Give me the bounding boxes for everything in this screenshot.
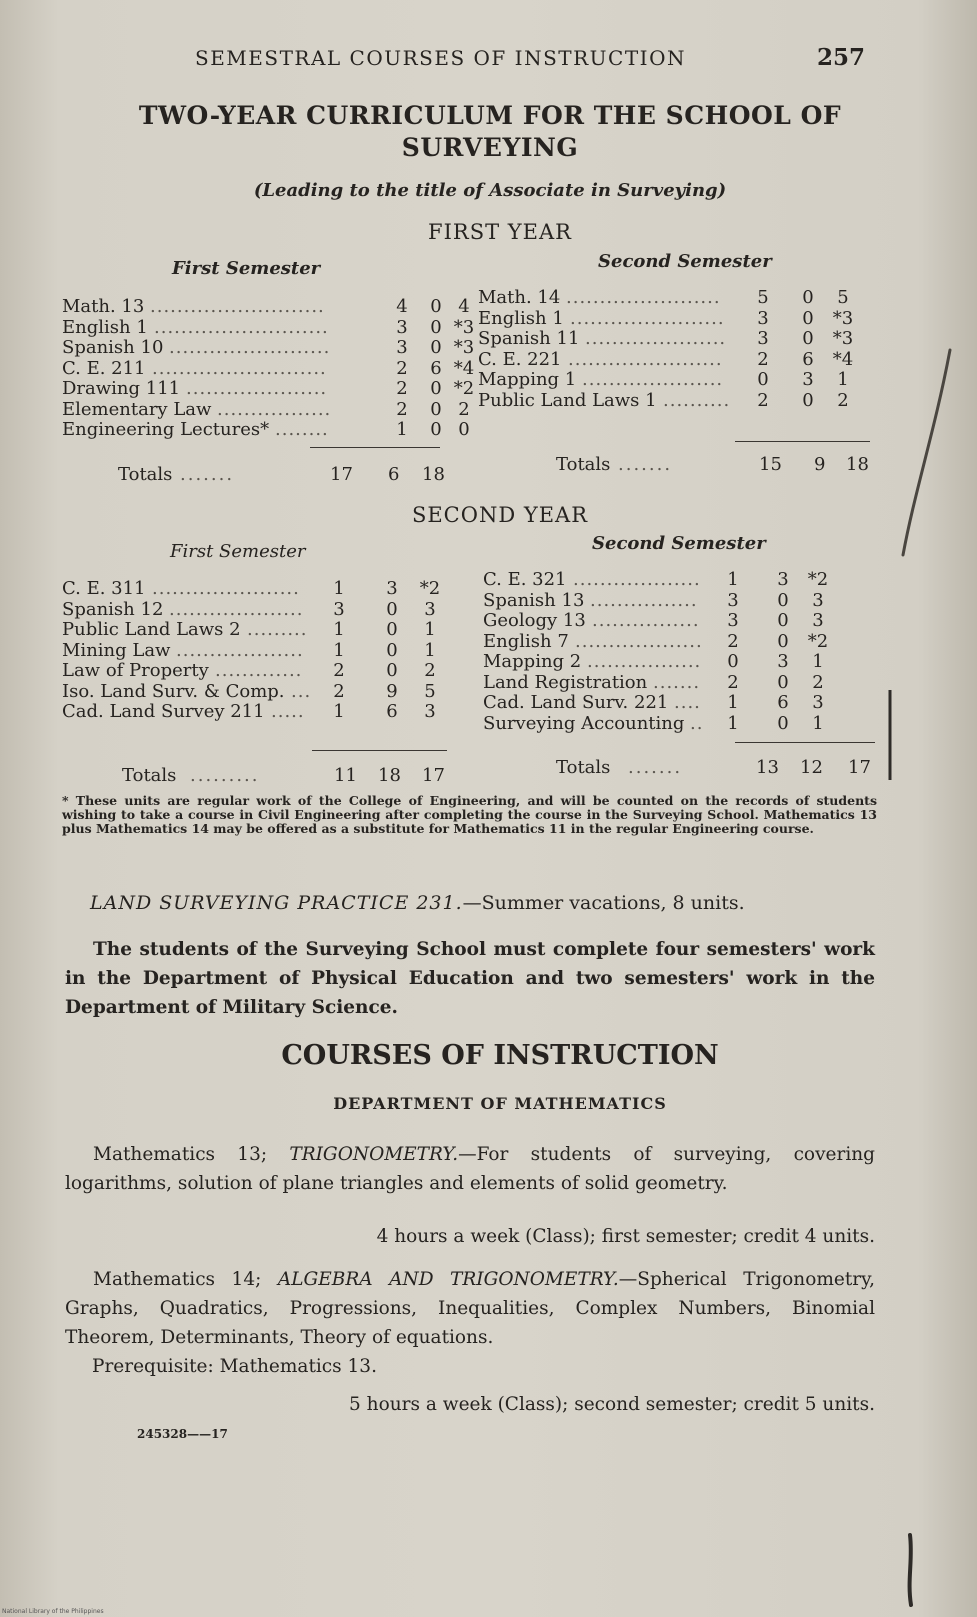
units-b: 3 <box>777 651 789 672</box>
curriculum-title-line1: TWO-YEAR CURRICULUM FOR THE SCHOOL OF <box>138 101 842 130</box>
units-a: 1 <box>727 569 739 590</box>
course-row <box>62 661 462 682</box>
course-row <box>483 611 883 632</box>
units-c: 5 <box>837 287 849 308</box>
units-c: 3 <box>812 610 824 631</box>
fy-second-semester-heading: Second Semester <box>598 251 772 272</box>
course-row <box>62 378 475 400</box>
course-name: Public Land Laws 2 <box>62 619 241 640</box>
leader-dots: ................... <box>176 640 304 661</box>
sy1-totals-label: Totals <box>122 765 177 786</box>
units-b: 0 <box>777 610 789 631</box>
sy2-totals-rule <box>735 742 875 743</box>
units-c: *3 <box>453 337 475 358</box>
course-name: Math. 14 <box>478 287 561 308</box>
units-b: 0 <box>430 316 442 338</box>
sy2-totals-a: 13 <box>756 757 779 778</box>
course-row <box>62 296 470 318</box>
fy-second-semester-table <box>478 288 878 411</box>
units-c: *4 <box>832 348 854 370</box>
page-number: 257 <box>816 44 865 71</box>
units-a: 2 <box>757 348 769 370</box>
course-name: Spanish 11 <box>478 328 580 349</box>
course-row <box>478 329 878 350</box>
math13-description: —For students of surveying, covering logarithms, solution of plane triangles and elements of solid geometry. <box>65 1144 875 1194</box>
units-a: 1 <box>727 692 739 713</box>
fy-first-semester-table <box>62 296 475 441</box>
leader-dots: ..................... <box>186 379 328 399</box>
units-c: 2 <box>424 660 436 681</box>
units-c: 3 <box>424 598 436 620</box>
course-name: Public Land Laws 1 <box>478 389 657 411</box>
units-c: 1 <box>424 619 436 640</box>
math13-title: TRIGONOMETRY. <box>289 1144 459 1165</box>
course-name: Spanish 10 <box>62 337 164 358</box>
units-b: 6 <box>777 692 789 713</box>
units-b: 6 <box>802 348 814 370</box>
math14-schedule: 5 hours a week (Class); second semester; credit 5 units. <box>349 1394 875 1415</box>
units-a: 2 <box>757 389 769 411</box>
units-a: 3 <box>396 337 408 358</box>
course-name: Spanish 13 <box>483 589 585 611</box>
units-a: 1 <box>333 619 345 640</box>
units-b: 3 <box>777 569 789 590</box>
units-a: 1 <box>333 578 345 599</box>
leader-dots: ................ <box>590 590 698 611</box>
fy2-totals-b: 9 <box>814 454 826 475</box>
fy2-totals-a: 15 <box>759 454 782 475</box>
units-b: 0 <box>430 337 442 358</box>
leader-dots: ................. <box>217 399 332 420</box>
sy1-totals-c: 17 <box>422 765 445 786</box>
leader-dots: .................... <box>169 599 304 620</box>
units-c: 2 <box>458 398 470 420</box>
leader-dots: .......................... <box>152 358 327 379</box>
units-c: *2 <box>453 378 475 399</box>
leader-dots: ................... <box>573 570 701 590</box>
course-row <box>483 652 883 673</box>
units-b: 0 <box>802 389 814 411</box>
leader-dots: ..... <box>271 702 305 722</box>
course-name: English 7 <box>483 630 569 652</box>
course-row <box>483 632 883 653</box>
course-row <box>62 702 462 723</box>
sy-second-semester-heading: Second Semester <box>592 533 766 554</box>
leader-dots: ... <box>291 681 312 702</box>
fy1-totals-b: 6 <box>388 464 400 485</box>
sy-second-semester-table <box>483 570 883 734</box>
sy2-totals-label: Totals <box>556 757 611 778</box>
course-row <box>483 570 883 591</box>
units-b: 0 <box>386 598 398 620</box>
print-code: 245328——17 <box>137 1427 228 1441</box>
math14-paragraph <box>65 1265 875 1352</box>
units-b: 0 <box>802 287 814 308</box>
courses-heading: COURSES OF INSTRUCTION <box>281 1040 719 1071</box>
units-b: 3 <box>386 578 398 599</box>
units-b: 0 <box>802 307 814 329</box>
units-b: 0 <box>777 630 789 652</box>
course-row <box>62 419 470 441</box>
units-c: *2 <box>807 630 829 652</box>
fy1-totals-a: 17 <box>330 464 353 485</box>
fy2-totals-dots: ....... <box>618 454 673 475</box>
units-c: *3 <box>832 307 854 329</box>
fy1-totals-dots: ....... <box>180 464 235 485</box>
leader-dots: ................. <box>587 652 702 672</box>
units-c: *2 <box>807 569 829 590</box>
units-a: 2 <box>727 671 739 693</box>
leader-dots: ........ <box>275 420 329 440</box>
units-a: 5 <box>757 287 769 308</box>
course-row <box>62 357 475 380</box>
course-name: C. E. 321 <box>483 569 567 590</box>
units-c: 3 <box>812 692 824 713</box>
leader-dots: ..................... <box>582 370 724 390</box>
course-name: Math. 13 <box>62 296 145 317</box>
leader-dots: ................... <box>575 631 703 652</box>
units-c: 1 <box>812 651 824 672</box>
units-b: 6 <box>386 701 398 722</box>
leader-dots: .......................... <box>154 317 329 338</box>
course-name: Engineering Lectures* <box>62 419 270 440</box>
units-a: 3 <box>333 598 345 620</box>
units-a: 4 <box>396 296 408 317</box>
units-a: 3 <box>757 328 769 349</box>
course-row <box>62 620 462 641</box>
units-a: 3 <box>727 610 739 631</box>
units-b: 0 <box>386 619 398 640</box>
units-a: 1 <box>396 419 408 440</box>
course-name: Geology 13 <box>483 610 586 631</box>
units-b: 0 <box>802 328 814 349</box>
math14-prefix: Mathematics 14; <box>93 1269 278 1290</box>
course-row <box>478 350 878 371</box>
course-name: Elementary Law <box>62 398 212 420</box>
course-row <box>483 714 883 735</box>
pencil-mark-1 <box>895 340 965 560</box>
leader-dots: ....... <box>653 672 701 693</box>
fy1-totals-rule <box>310 447 440 448</box>
course-name: C. E. 211 <box>62 357 146 379</box>
leader-dots: ....................... <box>566 288 721 308</box>
units-c: 4 <box>458 296 470 317</box>
units-c: 0 <box>458 419 470 440</box>
units-c: 5 <box>424 680 436 702</box>
units-a: 2 <box>727 630 739 652</box>
fy2-totals-label: Totals <box>556 454 611 475</box>
leader-dots: .......................... <box>150 297 325 317</box>
units-b: 0 <box>430 378 442 399</box>
units-b: 0 <box>430 398 442 420</box>
units-c: 1 <box>424 639 436 661</box>
leader-dots: ....................... <box>568 349 723 370</box>
math14-description: —Spherical Trigonometry, Graphs, Quadratics, Progressions, Inequalities, Complex Numbers, Binomial Theorem, Determinants, Theory of equations. <box>65 1269 875 1348</box>
units-a: 1 <box>333 639 345 661</box>
course-name: Law of Property <box>62 660 209 681</box>
course-name: Spanish 12 <box>62 598 164 620</box>
leader-dots: .. <box>690 713 704 734</box>
fy1-totals-label: Totals <box>118 464 173 485</box>
course-row <box>483 673 883 694</box>
units-a: 2 <box>396 357 408 379</box>
leader-dots: ...................... <box>152 579 300 599</box>
course-name: C. E. 221 <box>478 348 562 370</box>
course-row <box>62 398 470 421</box>
leader-dots: .... <box>674 693 701 713</box>
running-header <box>195 46 875 70</box>
course-name: Cad. Land Surv. 221 <box>483 692 669 713</box>
math14-prerequisite: Prerequisite: Mathematics 13. <box>92 1356 377 1377</box>
leader-dots: ................ <box>592 611 700 631</box>
leader-dots: ........................ <box>169 338 331 358</box>
sy2-totals-b: 12 <box>800 757 823 778</box>
units-a: 2 <box>396 398 408 420</box>
course-name: Cad. Land Survey 211 <box>62 701 265 722</box>
course-row <box>62 641 462 662</box>
sy1-totals-rule <box>312 750 447 751</box>
footnote: * These units are regular work of the College of Engineering, and will be counted on the records of students wishing to take a course in Civil Engineering after completing the course in the Surveying School. Mathematics 13 plus Mathematics 14 may be offered as a substitute for Mathematics 11 in the regular Engineering course. <box>62 793 877 836</box>
curriculum-subtitle: (Leading to the title of Associate in Surveying) <box>253 180 727 201</box>
units-b: 3 <box>802 369 814 390</box>
sy1-totals-dots: ......... <box>190 765 260 786</box>
units-b: 0 <box>386 660 398 681</box>
units-c: *2 <box>419 578 441 599</box>
fy1-totals-c: 18 <box>422 464 445 485</box>
scan-tag: National Library of the Philippines <box>2 1608 104 1615</box>
units-c: 1 <box>812 712 824 734</box>
course-name: Mapping 2 <box>483 651 582 672</box>
course-row <box>478 288 878 309</box>
department-heading: DEPARTMENT OF MATHEMATICS <box>333 1094 667 1113</box>
units-b: 9 <box>386 680 398 702</box>
units-a: 1 <box>727 712 739 734</box>
course-name: English 1 <box>478 307 564 329</box>
pencil-mark-3 <box>895 1530 925 1610</box>
fy-first-semester-heading: First Semester <box>172 258 321 279</box>
units-c: 3 <box>812 589 824 611</box>
sy-first-semester-table <box>62 579 462 723</box>
leader-dots: .......... <box>663 390 731 411</box>
leader-dots: ..................... <box>585 329 727 349</box>
sy1-totals-a: 11 <box>334 765 357 786</box>
fy2-totals-c: 18 <box>846 454 869 475</box>
course-row <box>483 591 883 612</box>
course-name: Iso. Land Surv. & Comp. <box>62 680 285 702</box>
course-row <box>478 370 878 391</box>
units-c: *3 <box>453 316 475 338</box>
course-row <box>478 309 878 330</box>
units-a: 2 <box>333 680 345 702</box>
course-name: Mining Law <box>62 639 171 661</box>
units-a: 3 <box>757 307 769 329</box>
math13-prefix: Mathematics 13; <box>93 1144 290 1165</box>
curriculum-title <box>60 100 920 164</box>
units-b: 0 <box>777 712 789 734</box>
units-c: 2 <box>812 671 824 693</box>
requirements-text: The students of the Surveying School must complete four semesters' work in the Department of Physical Education and two semesters' work in the Department of Military Science. <box>65 939 875 1018</box>
math14-title: ALGEBRA AND TRIGONOMETRY. <box>277 1269 619 1290</box>
units-a: 2 <box>396 378 408 399</box>
units-b: 0 <box>777 671 789 693</box>
units-b: 0 <box>777 589 789 611</box>
pencil-mark-2 <box>880 685 900 785</box>
land-surveying-practice <box>90 892 745 914</box>
math13-paragraph <box>65 1140 875 1198</box>
leader-dots: ......... <box>247 620 308 640</box>
course-name: Mapping 1 <box>478 369 577 390</box>
fy2-totals-rule <box>735 441 870 442</box>
sy2-totals-dots: ....... <box>628 757 683 778</box>
course-name: Surveying Accounting <box>483 712 685 734</box>
course-row <box>62 600 462 621</box>
second-year-heading: SECOND YEAR <box>411 503 589 527</box>
units-c: *4 <box>453 357 475 379</box>
math13-schedule: 4 hours a week (Class); first semester; credit 4 units. <box>376 1226 875 1247</box>
sy2-totals-c: 17 <box>848 757 871 778</box>
course-row <box>478 391 878 412</box>
practice-text: —Summer vacations, 8 units. <box>462 892 745 914</box>
course-name: Drawing 111 <box>62 378 181 399</box>
header-title: SEMESTRAL COURSES OF INSTRUCTION <box>195 46 686 70</box>
units-b: 0 <box>430 419 442 440</box>
first-year-heading: FIRST YEAR <box>428 220 572 244</box>
leader-dots: ....................... <box>570 308 725 329</box>
units-a: 3 <box>396 316 408 338</box>
units-a: 3 <box>727 589 739 611</box>
course-row <box>62 682 462 703</box>
sy-first-semester-heading: First Semester <box>170 541 306 562</box>
course-row <box>62 316 475 339</box>
course-row <box>62 579 462 600</box>
course-name: C. E. 311 <box>62 578 146 599</box>
course-name: English 1 <box>62 316 148 338</box>
units-a: 2 <box>333 660 345 681</box>
practice-title: LAND SURVEYING PRACTICE 231. <box>90 892 463 914</box>
course-name: Land Registration <box>483 671 648 693</box>
course-row <box>483 693 883 714</box>
units-b: 6 <box>430 357 442 379</box>
units-a: 0 <box>757 369 769 390</box>
course-row <box>62 337 475 359</box>
units-c: 1 <box>837 369 849 390</box>
curriculum-title-line2: SURVEYING <box>401 133 579 162</box>
units-c: 2 <box>837 389 849 411</box>
units-a: 1 <box>333 701 345 722</box>
units-a: 0 <box>727 651 739 672</box>
sy1-totals-b: 18 <box>378 765 401 786</box>
units-c: 3 <box>424 701 436 722</box>
units-c: *3 <box>832 328 854 349</box>
units-b: 0 <box>386 639 398 661</box>
units-b: 0 <box>430 296 442 317</box>
leader-dots: ............. <box>215 661 303 681</box>
requirements-paragraph <box>65 935 875 1022</box>
